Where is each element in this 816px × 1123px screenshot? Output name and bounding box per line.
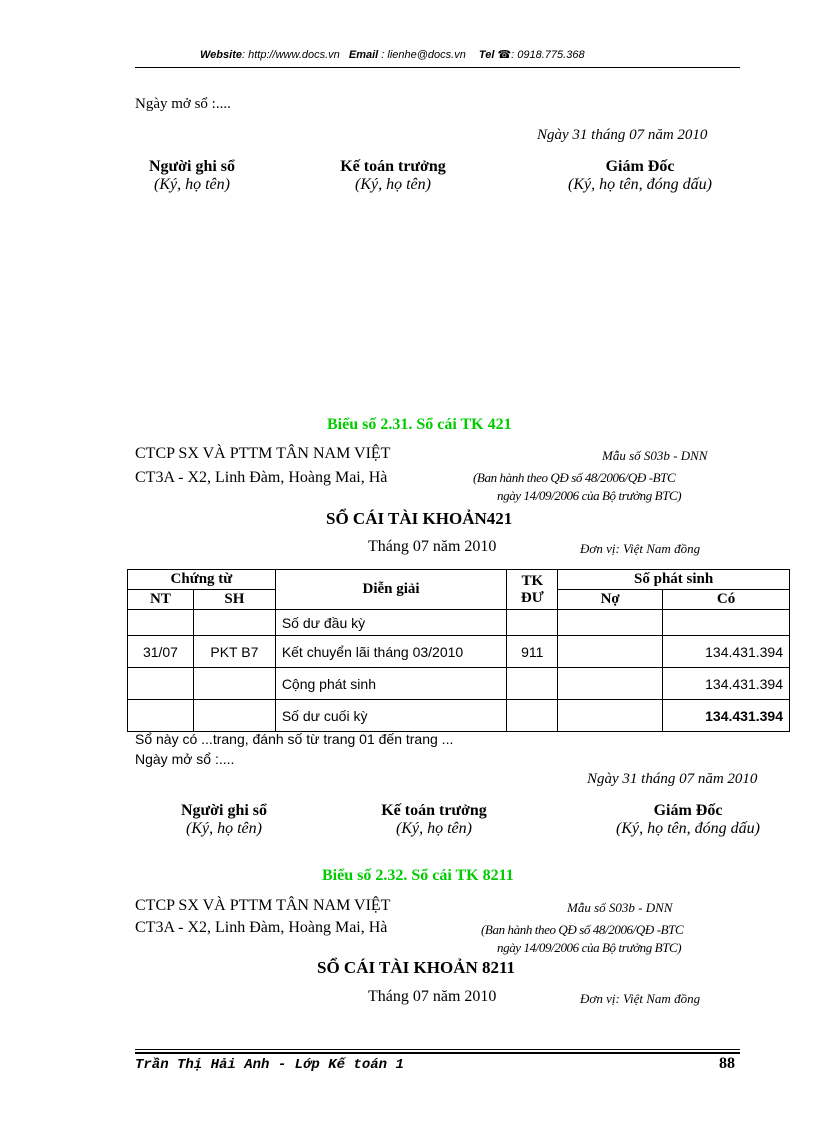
cell-desc: Số dư cuối kỳ [275,700,507,732]
header-sh: SH [193,590,275,610]
form1-decree-2: ngày 14/09/2006 của Bộ trưởng BTC) [497,488,682,503]
signer-recorder [150,802,298,838]
form2-address: CT3A - X2, Linh Đàm, Hoàng Mai, Hà [135,919,388,936]
cell-credit [663,610,790,636]
form2-form-no: Mẫu số S03b - DNN [567,900,673,915]
header-description: Diễn giải [275,570,507,610]
signer-name: Giám Đốc [653,802,723,819]
signer-name: Kế toán trưởng [381,802,487,819]
form1-decree-1: (Ban hành theo QĐ số 48/2006/QĐ -BTC [473,470,676,485]
cell-desc: Cộng phát sinh [275,668,507,700]
page-header [200,48,585,61]
cell-tk [507,610,558,636]
date-line-form1: Ngày 31 tháng 07 năm 2010 [587,771,758,787]
footer-rule-thick [135,1052,740,1054]
cell-sh [193,610,275,636]
tel-label: Tel [478,49,495,61]
signer-director [540,158,740,194]
cell-credit: 134.431.394 [663,700,790,732]
ledger-table [127,569,790,732]
form1-caption: Biểu số 2.31. Sổ cái TK 421 [327,416,512,433]
form2-company: CTCP SX VÀ PTTM TÂN NAM VIỆT [135,897,391,914]
form1-form-no: Mẫu số S03b - DNN [602,448,708,463]
header-nt: NT [128,590,194,610]
form1-unit: Đơn vị: Việt Nam đồng [580,541,701,556]
signer-chief-accountant [313,158,473,194]
tel-value: : 0918.775.368 [511,49,585,61]
open-date-form1: Ngày mở sổ :.... [135,751,235,767]
cell-tk [507,668,558,700]
cell-tk: 911 [507,636,558,668]
form2-decree-1: (Ban hành theo QĐ số 48/2006/QĐ -BTC [481,922,684,937]
header-contra-account [507,570,558,610]
header-tk-line1: TK [521,572,544,589]
table-row [128,668,790,700]
form1-address: CT3A - X2, Linh Đàm, Hoàng Mai, Hà [135,469,388,486]
cell-nt [128,610,194,636]
form2-unit: Đơn vị: Việt Nam đồng [580,991,701,1006]
header-tk-line2: ĐƯ [520,589,544,606]
table-row [128,636,790,668]
cell-debit [558,610,663,636]
cell-desc: Kết chuyển lãi tháng 03/2010 [275,636,507,668]
header-amount: Số phát sinh [558,570,790,590]
form1-title: SỔ CÁI TÀI KHOẢN421 [326,509,513,528]
footer-rule [135,1049,740,1050]
signer-sub: (Ký, họ tên) [186,820,262,837]
signer-sub: (Ký, họ tên) [355,176,431,193]
open-date-top: Ngày mở sổ :.... [135,96,231,112]
header-credit: Có [663,590,790,610]
cell-debit [558,700,663,732]
table-row [128,700,790,732]
form2-period: Tháng 07 năm 2010 [368,988,497,1005]
phone-icon: ☎ [497,49,512,61]
table-header-row [128,570,790,590]
page-number: 88 [719,1055,735,1072]
header-voucher: Chứng từ [128,570,276,590]
footer-author: Trần Thị Hải Anh - Lớp Kế toán 1 [135,1057,404,1073]
cell-credit: 134.431.394 [663,668,790,700]
cell-sh [193,668,275,700]
form2-caption: Biểu số 2.32. Sổ cái TK 8211 [322,867,514,884]
table-row [128,610,790,636]
signer-sub: (Ký, họ tên) [154,176,230,193]
signer-sub: (Ký, họ tên, đóng dấu) [616,820,760,837]
form2-decree-2: ngày 14/09/2006 của Bộ trưởng BTC) [497,940,682,955]
cell-tk [507,700,558,732]
form2-title: SỔ CÁI TÀI KHOẢN 8211 [317,958,516,977]
email-value: : lienhe@docs.vn [378,49,466,61]
cell-sh: PKT B7 [193,636,275,668]
website-value: : http://www.docs.vn [241,49,340,61]
signer-sub: (Ký, họ tên) [396,820,472,837]
cell-nt [128,700,194,732]
pages-note: Sổ này có ...trang, đánh số từ trang 01 đến trang ... [135,731,454,747]
signer-chief-accountant [354,802,514,838]
form1-period: Tháng 07 năm 2010 [368,538,497,555]
cell-nt: 31/07 [128,636,194,668]
signer-name: Người ghi sổ [180,802,268,819]
cell-desc: Số dư đầu kỳ [275,610,507,636]
signer-name: Người ghi sổ [148,158,236,175]
cell-debit [558,668,663,700]
cell-sh [193,700,275,732]
signer-name: Kế toán trưởng [340,158,446,175]
header-debit: Nợ [558,590,663,610]
signer-sub: (Ký, họ tên, đóng dấu) [568,176,712,193]
signer-recorder [118,158,266,194]
date-line-top: Ngày 31 tháng 07 năm 2010 [537,127,708,143]
cell-nt [128,668,194,700]
website-label: Website [200,49,242,61]
signer-name: Giám Đốc [605,158,675,175]
cell-credit: 134.431.394 [663,636,790,668]
header-rule [135,67,740,68]
form1-company: CTCP SX VÀ PTTM TÂN NAM VIỆT [135,445,391,462]
email-label: Email [348,49,379,61]
cell-debit [558,636,663,668]
signer-director [588,802,788,838]
